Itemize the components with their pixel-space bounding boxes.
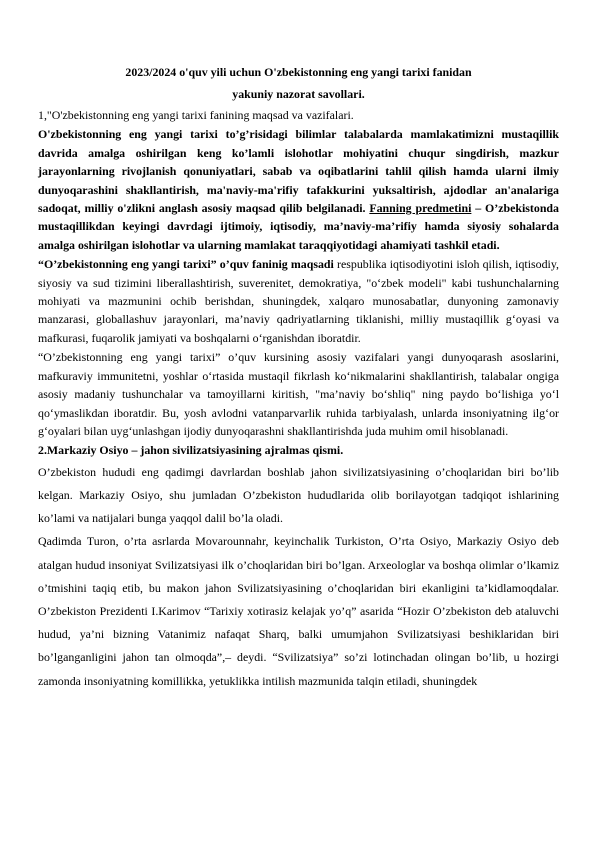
q1-subject-underlined: Fanning predmetini <box>369 201 472 216</box>
document-title-line-2: yakuniy nazorat savollari. <box>232 87 365 101</box>
q1-paragraph-aim <box>38 255 559 347</box>
q1-subject-text: – O’zbekistonda mustaqillikdan keyingi davrdagi ijtimoiy, iqtisodiy, ma’naviy-ma’rifiy hamda siyosiy sohalarda amalga oshirilgan islohotlar va ularning mamlakat taraqqiyotidagi ahamiyati tashkil etadi. <box>38 201 559 252</box>
q1-aim-text: respublika iqtisodiyotini isloh qilish, iqtisodiy, siyosiy va sud tizimini liberallashtirish, suverenitet, demokratiya, "o‘zbek modeli" kabi tushunchalarning mohiyati va mazmunini ochib berishdan, shuningdek, xalqaro munosabatlar, dunyoning zamonaviy manzarasi, globallashuv jarayonlari, ma’naviy qadriyatlarning tiklanishi, milliy mustaqillik g‘oyasi va mafkurasi, fuqarolik jamiyati va boshqalarni o‘rganishdan iboratdir. <box>38 257 560 345</box>
question-2-heading: 2.Markaziy Osiyo – jahon sivilizatsiyasining ajralmas qismi. <box>38 443 344 458</box>
document-title-line-1: 2023/2024 o'quv yili uchun O'zbekistonning eng yangi tarixi fanidan <box>125 65 472 79</box>
q1-goal-bold-text: O'zbekistonning eng yangi tarixi to’g’risidagi bilimlar talabalarda mamlakatimizni mustaqillik davrida amalga oshirilgan keng ko’lamli islohotlar mohiyatini chuqur singdirish, mazkur jarayonlarning rivojlanish qonuniyatlari, sabab va oqibatlarini tahlil qilish hamda ularni ilmiy dunyoqarashini shakllantirish, ma'naviy-ma'rifiy tafakkurini yuksaltirish, ajdodlar an'analariga sadoqat, milliy o'zlikni anglash asosiy maqsad qilib belgilanadi. <box>38 127 559 216</box>
q1-paragraph-tasks: “O’zbekistonning eng yangi tarixi” o’quv kursining asosiy vazifalari yangi dunyoqarash asoslarini, mafkuraviy immunitetni, yoshlar o‘rtasida mustaqil fikrlash ko‘nikmalarini shakllantirish, talabalar ongiga asosiy madaniy tushunchalar va tamoyillarni kiritish, "ma’naviy bo‘shliq" ning paydo bo‘lishiga yo‘l qo‘ymaslikdan iboratdir. Bu, yosh avlodni vatanparvarlik ruhida tarbiyalash, unlarda insoniyatning ilg‘or g‘oyalari bilan uyg‘unlashgan ijodiy dunyoqarashni shakllantirishda juda muhim omil hisoblanadi. <box>38 350 559 438</box>
q1-paragraph-goal <box>38 125 559 254</box>
q2-paragraph-2: Qadimda Turon, o’rta asrlarda Movarounnahr, keyinchalik Turkiston, O’rta Osiyo, Markaziy Osiyo deb atalgan hudud insoniyat Svilizatsiyasi ilk o’choqlaridan biri bo’lgan. Arxeologlar va boshqa olimlar o’lkamiz o’tmishini taqiq etib, bu makon jahon Svilizatsiyasining o’choqlaridan biri ekanligini ta’kidlamoqdalar. O’zbekiston Prezidenti I.Karimov “Tarixiy xotirasiz kelajak yo’q” asarida “Hozir O’zbekiston deb ataluvchi hudud, ya’ni bizning Vatanimiz nafaqat Sharq, balki umumjahon Svilizatsiyasi beshiklaridan biri bo’lganganligini jahon tan olmoqda”,– deydi. “Svilizatsiya” so’zi lotinchadan olingan bo’lib, u hozirgi zamonda insoniyatning komillikka, yetuklikka intilish mazmunida talqin etiladi, shuningdek <box>38 534 559 688</box>
q2-paragraph-1: O’zbekiston hududi eng qadimgi davrlardan boshlab jahon sivilizatsiyasining o’choqlaridan biri bo’lib kelgan. Markaziy Osiyo, shu jumladan O’zbekiston hududlarida olib borilayotgan tadqiqot ishlarining ko’lami va natijalari bunga yaqqol dalil bo’la oladi. <box>38 464 559 526</box>
q1-aim-bold-lead: “O’zbekistonning eng yangi tarixi” o’quv faninig maqsadi <box>38 257 334 272</box>
question-1-heading: 1,"O'zbekistonning eng yangi tarixi fanining maqsad va vazifalari. <box>38 108 354 122</box>
